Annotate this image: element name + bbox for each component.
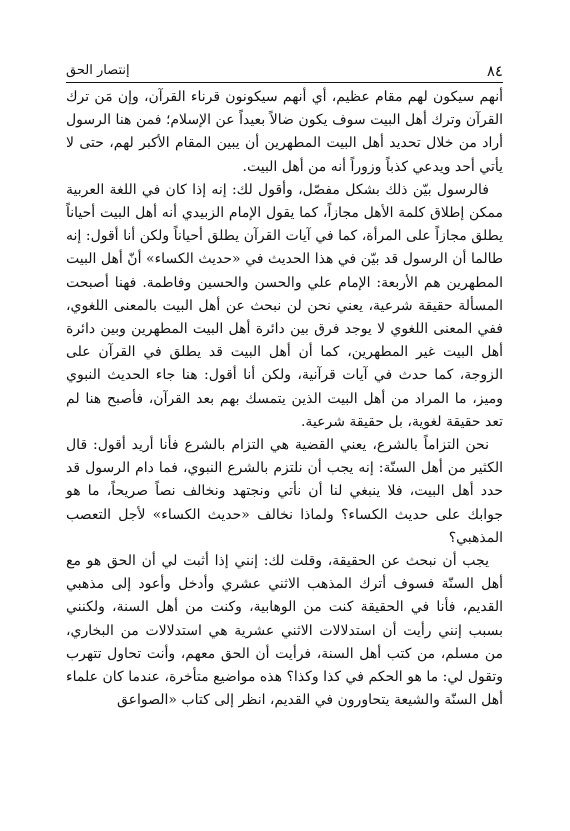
running-title: إنتصار الحق	[66, 63, 130, 78]
page-header	[66, 56, 503, 83]
paragraph: فالرسول بيّن ذلك بشكل مفصّل، وأقول لك: إنه إذا كان في اللغة العربية ممكن إطلاق كلمة الأهل مجازاً، كما يقول الإمام الزبيدي أنه أهل البيت أحياناً يطلق مجازاً على المرأة، كما في آيات القرآن يطلق أحياناً ولكن أنا أقول: إنه طالما أن الرسول قد بيّن في هذا الحديث في «حديث الكساء» أنّ أهل البيت المطهرين هم الأربعة: الإمام علي والحسن والحسين وفاطمة. فهنا أصبحت المسألة حقيقة شرعية، يعني نحن لن نبحث عن أهل البيت بالمعنى اللغوي، ففي المعنى اللغوي لا يوجد فرق بين دائرة أهل البيت المطهرين وبين دائرة أهل البيت غير المطهرين، كما أن أهل البيت قد يطلق في القرآن على الزوجة، كما حدث في آيات قرآنية، ولكن أنا أقول: هنا جاء الحديث النبوي وميز، ما المراد من أهل البيت الذين يتمسك بهم بعد القرآن، فأصبح هنا لم تعد حقيقة لغوية، بل حقيقة شرعية.	[66, 181, 503, 430]
body-text	[66, 86, 503, 712]
paragraph: نحن التزاماً بالشرع، يعني القضية هي التزام بالشرع فأنا أريد أقول: قال الكثير من أهل السنّة: إنه يجب أن نلتزم بالشرع النبوي، فما دام الرسول قد حدد أهل البيت، فلا ينبغي لنا أن نأتي ونجتهد ونخالف نصاً صريحاً، ما هو جوابك على حديث الكساء؟ ولماذا نخالف «حديث الكساء» لأجل التعصب المذهبي؟	[66, 437, 503, 546]
page-number: ٨٤	[486, 62, 503, 80]
paragraph: يجب أن نبحث عن الحقيقة، وقلت لك: إنني إذا أثبت لي أن الحق هو مع أهل السنّة فسوف أترك المذهب الاثني عشري وأدخل وأعود إلى مذهبي القديم، فأنا في الحقيقة كنت من الوهابية، وكنت من أهل السنة، ولكنني بسبب إنني رأيت أن استدلالات الاثني عشرية هي استدلالات من البخاري، من مسلم، من كتب أهل السنة، فرأيت أن الحق معهم، وأنت تحاول تتهرب وتقول لي: ما هو الحكم في كذا وكذا؟ هذه مواضيع متأخرة، عندما كان علماء أهل السنّة والشيعة يتحاورون في القديم، انظر إلى كتاب «الصواعق	[66, 553, 503, 709]
paragraph: أنهم سيكون لهم مقام عظيم، أي أنهم سيكونون قرناء القرآن، وإن مَن ترك القرآن وترك أهل البيت سوف يكون ضالاً بعيداً عن الإسلام؛ فمن هنا الرسول أراد من خلال تحديد أهل البيت المطهرين أن يبين المقام الأكبر لهم، حتى لا يأتي أحد ويدعي كذباً وزوراً أنه من أهل البيت.	[66, 89, 503, 175]
